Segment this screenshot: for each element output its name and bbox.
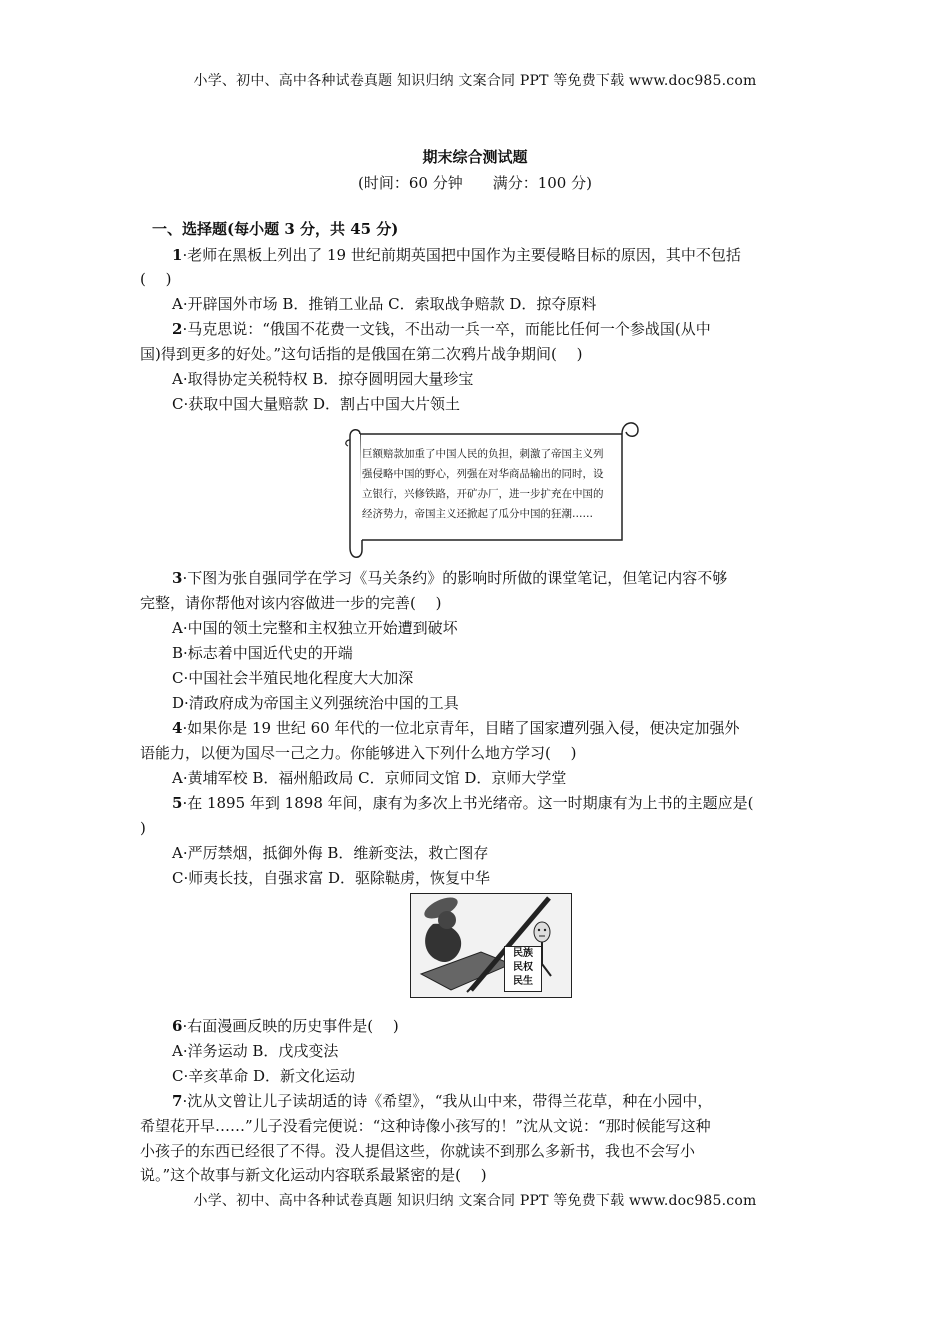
question-3-cont: 完整，请你帮他对该内容做进一步的完善( ) (140, 594, 442, 612)
question-3-option-d: D·清政府成为帝国主义列强统治中国的工具 (172, 694, 459, 712)
question-6-options-ab: A·洋务运动 B．戊戌变法 (172, 1042, 339, 1060)
question-3-option-b: B·标志着中国近代史的开端 (172, 644, 353, 662)
question-1-options: A·开辟国外市场 B．推销工业品 C．索取战争赔款 D．掠夺原料 (172, 295, 597, 313)
page-title: 期末综合测试题 (422, 148, 528, 166)
question-text: ·如果你是 19 世纪 60 年代的一位北京青年，目睹了国家遭列强入侵，便决定加强外 (182, 719, 740, 737)
cartoon-image (410, 893, 572, 998)
question-4 (172, 717, 844, 739)
scroll-text: 巨额赔款加重了中国人民的负担，刺激了帝国主义列强侵略中国的野心，列强在对华商品输出的同时，设立银行，兴修铁路，开矿办厂，进一步扩充在中国的经济势力，帝国主义还掀起了瓜分中国的狂潮…… (362, 448, 604, 520)
cartoon-label: 民权 (513, 962, 533, 973)
question-7-cont-1: 希望花开早……”儿子没看完便说：“这种诗像小孩写的！”沈从文说：“那时候能写这种 (140, 1117, 711, 1135)
question-number: 6 (172, 1017, 183, 1035)
question-4-cont: 语能力，以便为国尽一己之力。你能够进入下列什么地方学习( ) (140, 744, 577, 762)
question-number: 2 (172, 320, 183, 338)
question-1 (172, 244, 844, 266)
question-6 (172, 1015, 844, 1037)
question-4-options: A·黄埔军校 B．福州船政局 C．京师同文馆 D．京师大学堂 (172, 769, 567, 787)
question-5-options-cd: C·师夷长技，自强求富 D．驱除鞑虏，恢复中华 (172, 869, 491, 887)
question-text: ·马克思说：“俄国不花费一文钱，不出动一兵一卒，而能比任何一个参战国(从中 (182, 320, 711, 338)
question-number: 7 (172, 1092, 183, 1110)
cartoon-label: 民族 (513, 948, 533, 959)
question-2 (172, 318, 844, 340)
question-3 (172, 567, 844, 589)
question-1-cont: ( ) (140, 270, 172, 288)
question-text: ·在 1895 年到 1898 年间，康有为多次上书光绪帝。这一时期康有为上书的主题应是( (182, 794, 754, 812)
cartoon-label-badge (504, 946, 542, 992)
question-2-options-cd: C·获取中国大量赔款 D．割占中国大片领土 (172, 395, 461, 413)
question-2-options-ab: A·取得协定关税特权 B．掠夺圆明园大量珍宝 (172, 370, 474, 388)
question-number: 5 (172, 794, 183, 812)
question-text: ·老师在黑板上列出了 19 世纪前期英国把中国作为主要侵略目标的原因，其中不包括 (182, 246, 741, 264)
exam-info: (时间：60 分钟 满分：100 分) (358, 174, 592, 192)
question-2-cont: 国)得到更多的好处。”这句话指的是俄国在第二次鸦片战争期间( ) (140, 345, 583, 363)
question-text: ·右面漫画反映的历史事件是( ) (182, 1017, 399, 1035)
scroll-illustration (340, 420, 640, 560)
question-5 (172, 792, 844, 814)
question-text: ·沈从文曾让儿子读胡适的诗《希望》，“我从山中来，带得兰花草，种在小园中， (182, 1092, 713, 1110)
question-3-option-a: A·中国的领土完整和主权独立开始遭到破坏 (172, 619, 458, 637)
question-number: 1 (172, 246, 183, 264)
question-7-cont-2: 小孩子的东西已经很了不得。没人提倡这些，你就读不到那么多新书，我也不会写小 (140, 1142, 696, 1160)
page-footer: 小学、初中、高中各种试卷真题 知识归纳 文案合同 PPT 等免费下载 www.doc985.com (193, 1193, 757, 1209)
question-5-options-ab: A·严厉禁烟，抵御外侮 B．维新变法，救亡图存 (172, 844, 489, 862)
question-number: 4 (172, 719, 183, 737)
page-header: 小学、初中、高中各种试卷真题 知识归纳 文案合同 PPT 等免费下载 www.doc985.com (193, 73, 757, 89)
cartoon-label: 民生 (513, 976, 533, 987)
section-heading: 一、选择题(每小题 3 分，共 45 分) (152, 220, 399, 238)
question-7-cont-3: 说。”这个故事与新文化运动内容联系最紧密的是( ) (140, 1166, 487, 1184)
question-6-options-cd: C·辛亥革命 D．新文化运动 (172, 1067, 356, 1085)
question-7 (172, 1090, 844, 1112)
question-3-option-c: C·中国社会半殖民地化程度大大加深 (172, 669, 414, 687)
question-5-cont: ) (140, 819, 146, 837)
question-text: ·下图为张自强同学在学习《马关条约》的影响时所做的课堂笔记，但笔记内容不够 (182, 569, 728, 587)
question-number: 3 (172, 569, 183, 587)
